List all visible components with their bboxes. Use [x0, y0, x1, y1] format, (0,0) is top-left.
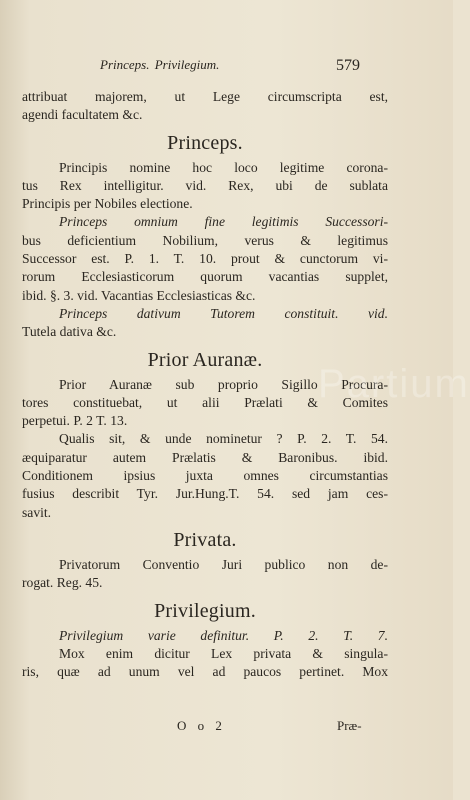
- text-line: savit.: [22, 504, 52, 520]
- text-line: bus deficientium Nobilium, verus & legitimus: [22, 232, 388, 248]
- text-line: tus Rex intelligitur. vid. Rex, ubi de sublata: [22, 177, 388, 193]
- catchword: Præ-: [337, 718, 362, 733]
- text-line: Prior Auranæ sub proprio Sigillo Procura-: [59, 376, 388, 392]
- text-line: ibid. §. 3. vid. Vacantias Ecclesiasticas &c.: [22, 287, 256, 303]
- running-head: Princeps. Privilegium.: [100, 57, 220, 72]
- text-line: Privilegium varie definitur. P. 2. T. 7.: [59, 627, 388, 643]
- text-line: ris, quæ ad unum vel ad paucos pertinet. Mox: [22, 664, 388, 680]
- page-number: 579: [336, 57, 360, 74]
- text-line: Principis per Nobiles electione.: [22, 196, 193, 212]
- text-line: Principis nomine hoc loco legitime corona-: [59, 159, 388, 175]
- section-heading-privilegium: Privilegium.: [154, 599, 256, 622]
- text-line: fusius describit Tyr. Jur.Hung.T. 54. sed jam ces-: [22, 486, 388, 502]
- text-line: perpetui. P. 2 T. 13.: [22, 413, 128, 429]
- section-heading-privata: Privata.: [173, 528, 237, 551]
- intro-line: attribuat majorem, ut Lege circumscripta est,: [22, 89, 388, 104]
- signature-mark: O o 2: [177, 718, 226, 733]
- text-line: tores constituebat, ut alii Prælati & Comites: [22, 394, 388, 410]
- intro-line: agendi facultatem &c.: [22, 107, 143, 123]
- text-line: æquiparatur autem Prælatis & Baronibus. ibid.: [22, 449, 388, 465]
- text-line: Qualis sit, & unde nominetur ? P. 2. T. 54.: [59, 431, 388, 447]
- text-line: Princeps dativum Tutorem constituit. vid.: [59, 305, 388, 321]
- section-heading-prior-auranae: Prior Auranæ.: [147, 348, 263, 371]
- text-line: Conditionem ipsius juxta omnes circumstantias: [22, 468, 388, 484]
- text-line: Privatorum Conventio Juri publico non de-: [59, 556, 388, 572]
- text-line: rogat. Reg. 45.: [22, 575, 103, 591]
- text-line: Successor est. P. 1. T. 10. prout & cunctorum vi-: [22, 251, 388, 267]
- text-line: rorum Ecclesiasticorum quorum vacantias supplet,: [22, 269, 388, 285]
- watermark: Partium: [318, 362, 470, 406]
- text-line: Mox enim dicitur Lex privata & singula-: [59, 645, 388, 661]
- section-heading-princeps: Princeps.: [167, 131, 243, 154]
- text-line: Princeps omnium fine legitimis Successori-: [59, 214, 388, 230]
- text-line: Tutela dativa &c.: [22, 324, 117, 340]
